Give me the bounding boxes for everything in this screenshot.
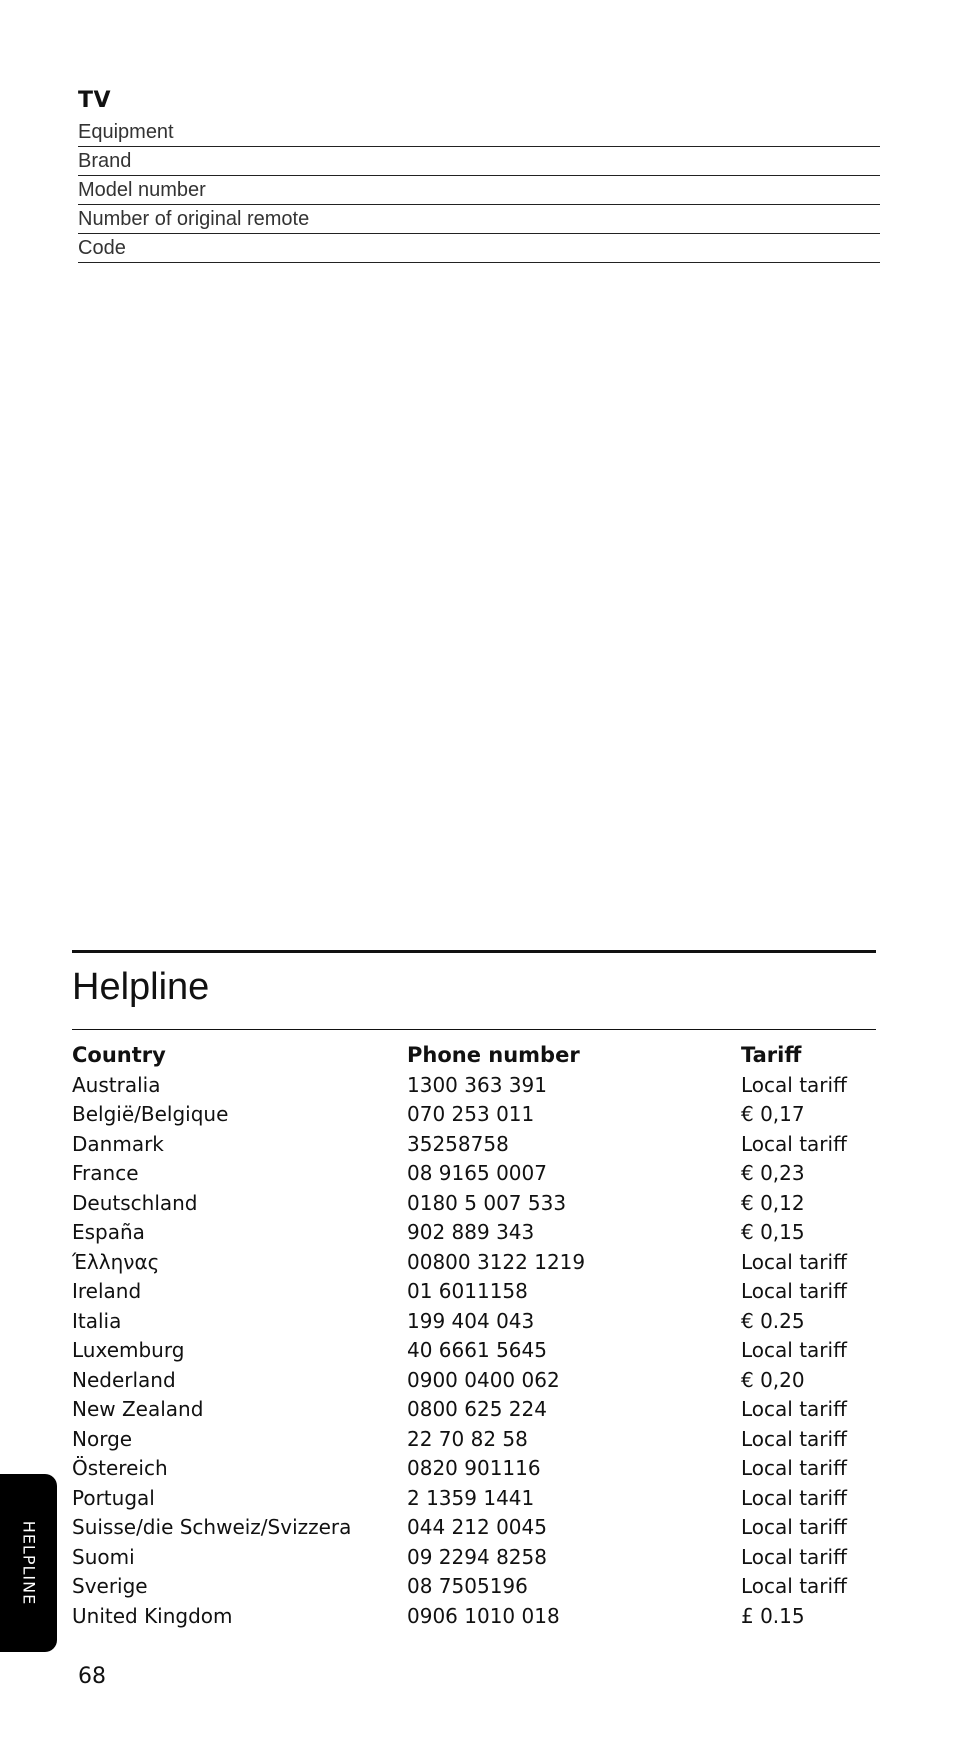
phone-number-cell: 08 9165 0007 [407,1161,547,1186]
helpline-divider [72,1029,876,1030]
column-header-country: Country [72,1043,166,1067]
phone-number-cell: 2 1359 1441 [407,1485,535,1510]
country-cell: New Zealand [72,1397,204,1422]
table-row [72,1218,876,1248]
phone-number-cell: 902 889 343 [407,1220,535,1245]
tariff-cell: Local tariff [741,1485,847,1510]
tariff-cell: Local tariff [741,1131,847,1156]
helpline-title: Helpline [72,966,210,1008]
phone-number-cell: 199 404 043 [407,1308,535,1333]
table-row [72,1395,876,1425]
code-field: Code [78,234,880,263]
phone-number-cell: 0180 5 007 533 [407,1190,567,1215]
tariff-cell: Local tariff [741,1426,847,1451]
table-row [72,1365,876,1395]
helpline-section [72,950,876,1631]
table-row [72,1513,876,1543]
phone-number-cell: 01 6011158 [407,1279,528,1304]
tariff-cell: € 0,12 [741,1190,805,1215]
helpline-table [72,1040,876,1631]
country-cell: Italia [72,1308,122,1333]
table-row [72,1159,876,1189]
table-row [72,1247,876,1277]
country-cell: Östereich [72,1456,168,1481]
table-row [72,1277,876,1307]
phone-number-cell: 09 2294 8258 [407,1544,547,1569]
country-cell: Nederland [72,1367,176,1392]
helpline-table-body [72,1070,876,1631]
table-row [72,1454,876,1484]
country-cell: België/Belgique [72,1102,229,1127]
table-row [72,1336,876,1366]
country-cell: Luxemburg [72,1338,185,1363]
country-cell: Norge [72,1426,133,1451]
tariff-cell: Local tariff [741,1574,847,1599]
table-row [72,1542,876,1572]
tariff-cell: Local tariff [741,1072,847,1097]
phone-number-cell: 1300 363 391 [407,1072,547,1097]
country-cell: España [72,1220,145,1245]
table-row [72,1601,876,1631]
country-cell: Ireland [72,1279,142,1304]
column-header-tariff: Tariff [741,1043,802,1067]
tariff-cell: € 0,15 [741,1220,805,1245]
tariff-cell: € 0.25 [741,1308,805,1333]
tariff-cell: Local tariff [741,1249,847,1274]
brand-field: Brand [78,147,880,176]
table-row [72,1483,876,1513]
table-row [72,1572,876,1602]
side-tab-label: HELPLINE [19,1520,39,1606]
tariff-cell: Local tariff [741,1397,847,1422]
country-cell: United Kingdom [72,1603,233,1628]
phone-number-cell: 0900 0400 062 [407,1367,560,1392]
tariff-cell: £ 0.15 [741,1603,805,1628]
tariff-cell: Local tariff [741,1456,847,1481]
phone-number-cell: 070 253 011 [407,1102,535,1127]
section-side-tab [0,1474,57,1652]
table-row [72,1306,876,1336]
tv-form-title: TV [78,88,112,113]
phone-number-cell: 00800 3122 1219 [407,1249,586,1274]
country-cell: France [72,1161,139,1186]
country-cell: Australia [72,1072,161,1097]
tariff-cell: € 0,23 [741,1161,805,1186]
table-row [72,1070,876,1100]
phone-number-cell: 35258758 [407,1131,509,1156]
phone-number-cell: 044 212 0045 [407,1515,547,1540]
table-header-row [72,1040,876,1070]
country-cell: Danmark [72,1131,164,1156]
table-row [72,1100,876,1130]
tariff-cell: Local tariff [741,1544,847,1569]
country-cell: Suisse/die Schweiz/Svizzera [72,1515,352,1540]
phone-number-cell: 40 6661 5645 [407,1338,547,1363]
table-row [72,1188,876,1218]
equipment-field: Equipment [78,118,880,147]
phone-number-cell: 22 70 82 58 [407,1426,528,1451]
phone-number-cell: 0820 901116 [407,1456,541,1481]
phone-number-cell: 0906 1010 018 [407,1603,560,1628]
table-row [72,1129,876,1159]
country-cell: Suomi [72,1544,135,1569]
country-cell: Έλληνας [72,1249,160,1274]
tariff-cell: Local tariff [741,1338,847,1363]
tariff-cell: € 0,20 [741,1367,805,1392]
tariff-cell: € 0,17 [741,1102,805,1127]
column-header-phone-number: Phone number [407,1043,580,1067]
tv-form [78,88,880,263]
tariff-cell: Local tariff [741,1515,847,1540]
country-cell: Sverige [72,1574,148,1599]
page-number: 68 [78,1664,106,1689]
country-cell: Deutschland [72,1190,198,1215]
phone-number-cell: 0800 625 224 [407,1397,547,1422]
model-number-field: Model number [78,176,880,205]
tariff-cell: Local tariff [741,1279,847,1304]
country-cell: Portugal [72,1485,155,1510]
phone-number-cell: 08 7505196 [407,1574,528,1599]
original-remote-number-field: Number of original remote [78,205,880,234]
table-row [72,1424,876,1454]
